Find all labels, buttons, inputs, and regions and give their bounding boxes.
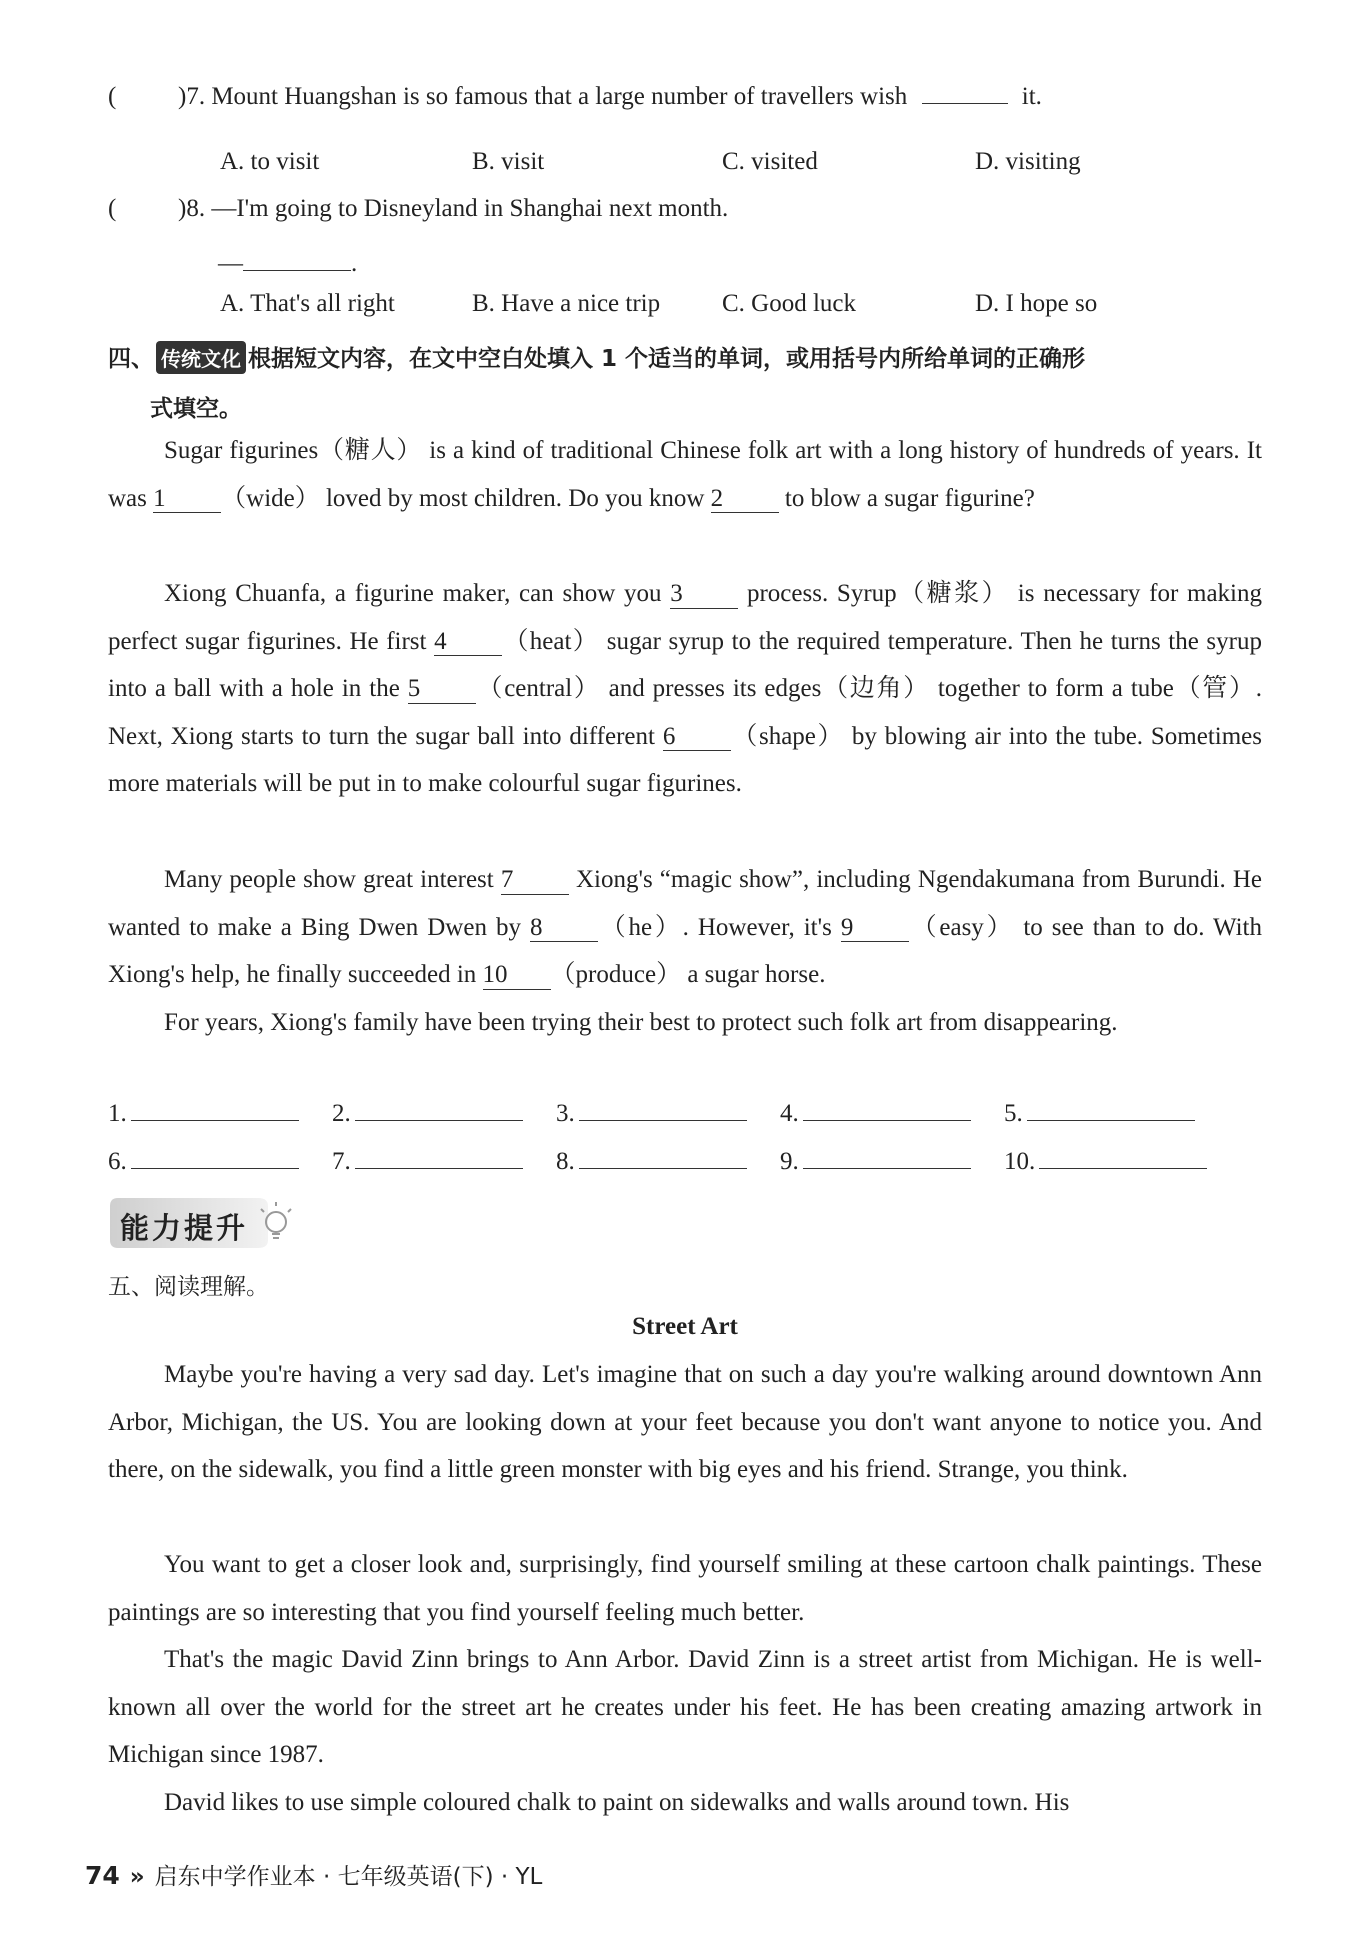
traditional-culture-tag: 传统文化 [156, 341, 246, 374]
answer-slot-9[interactable] [780, 1148, 971, 1176]
answer-number: 5. [1004, 1100, 1023, 1127]
passage-text: （he）. However, it's [597, 913, 841, 941]
question-8-reply-line [218, 245, 357, 278]
question-7-option-c: C. visited [722, 148, 818, 175]
section-4-number: 四、 [108, 346, 154, 372]
answer-slot-10[interactable] [1004, 1148, 1207, 1176]
passage-text: （heat） sugar syrup to the required temperature. Then he turns the syrup into a ball with a hole in the [108, 627, 1262, 702]
answer-number: 3. [556, 1100, 575, 1127]
section-4-heading [108, 340, 1085, 374]
answer-line[interactable] [1039, 1148, 1207, 1169]
answer-number: 9. [780, 1148, 799, 1175]
question-7-text: )7. Mount Huangshan is so famous that a large number of travellers wish [178, 83, 908, 110]
section-5-heading: 五、阅读理解。 [108, 1274, 269, 1300]
page-number: 74 [85, 1861, 120, 1890]
answer-line[interactable] [355, 1148, 523, 1169]
section-4-instruction-cont: 式填空。 [150, 396, 242, 422]
chevron-right-icon: » [129, 1864, 145, 1890]
answer-slot-5[interactable] [1004, 1100, 1195, 1128]
book-title: 启东中学作业本 · 七年级英语(下) · YL [154, 1864, 543, 1890]
answer-line[interactable] [355, 1100, 523, 1121]
question-7-option-b: B. visit [472, 148, 545, 175]
answer-number: 4. [780, 1100, 799, 1127]
question-8-dot: . [351, 250, 358, 277]
blank-1: 1 [153, 485, 221, 514]
answer-slot-7[interactable] [332, 1148, 523, 1176]
passage-text: Xiong Chuanfa, a figurine maker, can show you [164, 580, 671, 607]
question-8-stem [108, 195, 728, 223]
passage-2-paragraph-3: That's the magic David Zinn brings to Ann Arbor. David Zinn is a street artist from Michigan. He is well-known all over the world for the street art he creates under his feet. He has been creating amazing artwork in Michigan since 1987. [108, 1646, 1262, 1768]
passage-text: process. Syrup（糖浆） is necessary for making perfect sugar figurines. He first [108, 580, 1262, 655]
answer-line[interactable] [131, 1148, 299, 1169]
answer-number: 1. [108, 1100, 127, 1127]
passage-2-paragraph-4: David likes to use simple coloured chalk to paint on sidewalks and walls around town. His [164, 1789, 1070, 1816]
answer-number: 6. [108, 1148, 127, 1175]
passage-text: Xiong's “magic show”, including Ngendakumana from Burundi. He wanted to make a Bing Dwen Dwen by [108, 866, 1263, 941]
answer-line[interactable] [803, 1148, 971, 1169]
question-8-option-a: A. That's all right [220, 290, 395, 317]
passage-1-paragraph-2 [108, 570, 1262, 808]
passage-text: （easy） to see than to do. With Xiong's help, he finally succeeded in [108, 913, 1263, 988]
passage-text: Sugar figurines（糖人） is a kind of traditional Chinese folk art with a long history of hundreds of years. It was [108, 437, 1262, 512]
ability-improvement-badge [108, 1196, 296, 1252]
answer-line[interactable] [579, 1148, 747, 1169]
blank-4: 4 [434, 628, 502, 657]
passage-text: （central） and presses its edges（边角） together to form a tube（管）. Next, Xiong starts to turn the sugar ball into different [108, 675, 1262, 750]
answer-slot-3[interactable] [556, 1100, 747, 1128]
answer-paren: ( [108, 195, 117, 222]
passage-text: （produce） a sugar horse. [550, 961, 826, 988]
passage-2-paragraph-2: You want to get a closer look and, surprisingly, find yourself smiling at these cartoon chalk paintings. These paintings are so interesting that you find yourself feeling much better. [108, 1551, 1262, 1626]
passage-text: （shape） by blowing air into the tube. Sometimes more materials will be put in to make colourful sugar figurines. [108, 722, 1262, 797]
question-7-stem [108, 78, 1042, 111]
passage-1-paragraph-4: For years, Xiong's family have been trying their best to protect such folk art from disappearing. [164, 1009, 1118, 1036]
question-7-text-end: it. [1021, 83, 1042, 110]
answer-slot-4[interactable] [780, 1100, 971, 1128]
answer-slot-1[interactable] [108, 1100, 299, 1128]
passage-1-paragraph-1 [108, 427, 1262, 522]
answer-number: 2. [332, 1100, 351, 1127]
answer-line[interactable] [803, 1100, 971, 1121]
answer-slot-8[interactable] [556, 1148, 747, 1176]
passage-2-title: Street Art [632, 1313, 738, 1340]
answer-line[interactable] [579, 1100, 747, 1121]
answer-slot-6[interactable] [108, 1148, 299, 1176]
question-8-text: )8. —I'm going to Disneyland in Shanghai next month. [178, 195, 729, 222]
question-8-option-d: D. I hope so [975, 290, 1098, 317]
section-4-instruction: 根据短文内容，在文中空白处填入 1 个适当的单词，或用括号内所给单词的正确形 [248, 346, 1086, 372]
answer-line[interactable] [131, 1100, 299, 1121]
blank-10: 10 [483, 961, 551, 990]
answer-number: 7. [332, 1148, 351, 1175]
blank-8: 8 [530, 914, 598, 943]
question-8-dash: — [218, 250, 243, 277]
blank-5: 5 [408, 675, 476, 704]
blank-7: 7 [501, 866, 569, 895]
page-footer [85, 1858, 542, 1891]
question-8-blank [243, 245, 351, 271]
question-7-option-d: D. visiting [975, 148, 1081, 175]
passage-text: to blow a sugar figurine? [778, 484, 1035, 512]
question-7-blank [922, 78, 1008, 104]
question-7-option-a: A. to visit [220, 148, 320, 175]
passage-1-paragraph-3 [108, 856, 1262, 999]
badge-label: 能力提升 [120, 1211, 249, 1245]
answer-line[interactable] [1027, 1100, 1195, 1121]
blank-9: 9 [841, 914, 909, 943]
question-8-option-b: B. Have a nice trip [472, 290, 661, 317]
passage-2-paragraph-1: Maybe you're having a very sad day. Let's imagine that on such a day you're walking around downtown Ann Arbor, Michigan, the US. You are looking down at your feet because you don't want anyone to notice you. And there, on the sidewalk, you find a little green monster with big eyes and his friend. Strange, you think. [108, 1361, 1262, 1483]
answer-paren: ( [108, 83, 117, 110]
passage-text: Many people show great interest [164, 866, 501, 893]
blank-6: 6 [663, 723, 731, 752]
question-8-option-c: C. Good luck [722, 290, 857, 317]
answer-number: 8. [556, 1148, 575, 1175]
answer-number: 10. [1004, 1148, 1036, 1175]
answer-slot-2[interactable] [332, 1100, 523, 1128]
passage-text: （wide） loved by most children. Do you know [221, 484, 711, 512]
blank-2: 2 [711, 485, 779, 514]
blank-3: 3 [670, 580, 738, 609]
